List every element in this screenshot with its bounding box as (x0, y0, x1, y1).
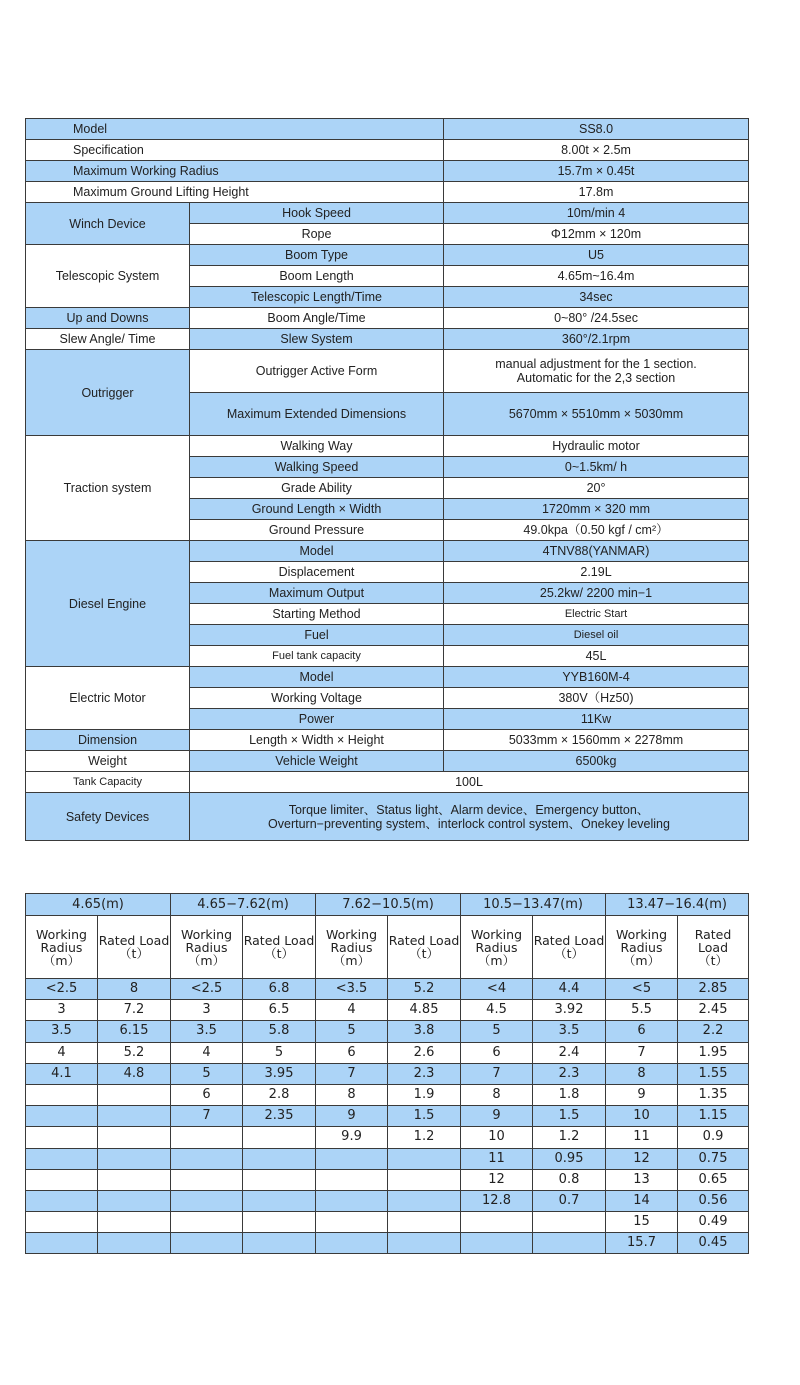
working-radius-cell: 12 (461, 1169, 533, 1190)
rated-load-header (533, 916, 606, 979)
spec-value: Electric Start (444, 604, 749, 625)
spec-label: Walking Way (190, 436, 444, 457)
rated-load-cell (98, 1127, 171, 1148)
load-row (26, 1021, 749, 1042)
working-radius-cell (171, 1148, 243, 1169)
spec-row-walking-way (26, 436, 749, 457)
spec-label: Grade Ability (190, 478, 444, 499)
rated-load-cell: 7.2 (98, 1000, 171, 1021)
spec-label: Maximum Working Radius (26, 161, 444, 182)
spec-row-model (26, 119, 749, 140)
spec-value: 0~80° /24.5sec (444, 308, 749, 329)
header-line: Rated Load (98, 933, 170, 948)
working-radius-header (316, 916, 388, 979)
spec-row-weight (26, 751, 749, 772)
working-radius-cell: 13 (606, 1169, 678, 1190)
header-line: （t） (264, 946, 294, 961)
header-line: （t） (554, 946, 584, 961)
spec-label: Rope (190, 224, 444, 245)
working-radius-cell: 7 (171, 1106, 243, 1127)
spec-value: 5033mm × 1560mm × 2278mm (444, 730, 749, 751)
rated-load-cell: 2.85 (678, 979, 749, 1000)
working-radius-cell: 8 (606, 1063, 678, 1084)
rated-load-cell: 0.9 (678, 1127, 749, 1148)
spec-label: Power (190, 709, 444, 730)
working-radius-cell (316, 1233, 388, 1254)
group-label-weight: Weight (26, 751, 190, 772)
group-label-outrigger: Outrigger (26, 350, 190, 436)
spec-row-slew (26, 329, 749, 350)
rated-load-cell: 8 (98, 979, 171, 1000)
working-radius-cell: <2.5 (26, 979, 98, 1000)
rated-load-cell: 1.5 (388, 1106, 461, 1127)
rated-load-cell: 0.7 (533, 1190, 606, 1211)
spec-row-safety (26, 793, 749, 841)
working-radius-cell (316, 1169, 388, 1190)
spec-label: Slew System (190, 329, 444, 350)
rated-load-cell: 0.45 (678, 1233, 749, 1254)
column-header-row (26, 916, 749, 979)
working-radius-header (461, 916, 533, 979)
working-radius-cell: 4.1 (26, 1063, 98, 1084)
spec-label: Walking Speed (190, 457, 444, 478)
spec-label: Maximum Output (190, 583, 444, 604)
header-line: （m） (477, 952, 516, 968)
rated-load-cell: 5.2 (388, 979, 461, 1000)
group-label-up-down: Up and Downs (26, 308, 190, 329)
spec-value: 49.0kpa（0.50 kgf / cm²） (444, 520, 749, 541)
header-line: Radius (475, 939, 518, 955)
spec-row-specification (26, 140, 749, 161)
working-radius-cell: 3.5 (26, 1021, 98, 1042)
rated-load-cell (98, 1233, 171, 1254)
spec-value: Diesel oil (444, 625, 749, 646)
rated-load-cell: 0.49 (678, 1212, 749, 1233)
boom-section-header: 13.47−16.4(m) (606, 894, 749, 916)
spec-value: 2.19L (444, 562, 749, 583)
spec-value: 34sec (444, 287, 749, 308)
rated-load-cell: 6.5 (243, 1000, 316, 1021)
working-radius-cell (26, 1233, 98, 1254)
load-row (26, 1084, 749, 1105)
header-line: Working (471, 926, 522, 942)
working-radius-cell (461, 1233, 533, 1254)
rated-load-cell (98, 1190, 171, 1211)
working-radius-cell (316, 1212, 388, 1233)
load-row (26, 1169, 749, 1190)
spec-row-max-radius (26, 161, 749, 182)
working-radius-cell: 9 (461, 1106, 533, 1127)
spec-value: SS8.0 (444, 119, 749, 140)
spec-label: Ground Pressure (190, 520, 444, 541)
rated-load-cell: 4.85 (388, 1000, 461, 1021)
spec-value: 4.65m~16.4m (444, 266, 749, 287)
rated-load-cell: 5.2 (98, 1042, 171, 1063)
load-chart-table (25, 893, 749, 1254)
safety-line: Overturn−preventing system、interlock control system、Onekey leveling (268, 816, 670, 831)
rated-load-cell: 1.2 (388, 1127, 461, 1148)
rated-load-cell (388, 1212, 461, 1233)
working-radius-cell: 9.9 (316, 1127, 388, 1148)
boom-section-header: 4.65−7.62(m) (171, 894, 316, 916)
working-radius-header (171, 916, 243, 979)
spec-value (444, 350, 749, 393)
rated-load-cell (243, 1127, 316, 1148)
rated-load-cell: 4.8 (98, 1063, 171, 1084)
working-radius-cell: 10 (606, 1106, 678, 1127)
rated-load-cell: 4.4 (533, 979, 606, 1000)
rated-load-cell: 6.8 (243, 979, 316, 1000)
spec-value: 360°/2.1rpm (444, 329, 749, 350)
group-label-telescopic: Telescopic System (26, 245, 190, 308)
spec-label: Outrigger Active Form (190, 350, 444, 393)
spec-row-outrigger-form (26, 350, 749, 393)
header-line: Rated Load (533, 933, 605, 948)
working-radius-cell (26, 1169, 98, 1190)
working-radius-cell (26, 1127, 98, 1148)
rated-load-header (678, 916, 749, 979)
header-line: （t） (409, 946, 439, 961)
working-radius-cell: 15 (606, 1212, 678, 1233)
spec-row-tank (26, 772, 749, 793)
spec-label: Maximum Ground Lifting Height (26, 182, 444, 203)
rated-load-cell (243, 1233, 316, 1254)
spec-value: 6500kg (444, 751, 749, 772)
load-row (26, 1233, 749, 1254)
load-row (26, 1106, 749, 1127)
spec-label: Model (26, 119, 444, 140)
header-line: Radius (185, 939, 228, 955)
load-row (26, 1063, 749, 1084)
working-radius-cell (26, 1106, 98, 1127)
rated-load-cell (98, 1148, 171, 1169)
spec-value: 4TNV88(YANMAR) (444, 541, 749, 562)
spec-value: 100L (190, 772, 749, 793)
rated-load-header (98, 916, 171, 979)
spec-label: Starting Method (190, 604, 444, 625)
header-line: Rated Load (694, 926, 732, 955)
working-radius-cell (171, 1233, 243, 1254)
rated-load-cell (243, 1212, 316, 1233)
spec-value: 45L (444, 646, 749, 667)
rated-load-cell: 0.8 (533, 1169, 606, 1190)
boom-section-header: 7.62−10.5(m) (316, 894, 461, 916)
load-row (26, 1212, 749, 1233)
working-radius-cell: 5.5 (606, 1000, 678, 1021)
rated-load-cell (98, 1212, 171, 1233)
working-radius-cell: 8 (461, 1084, 533, 1105)
load-row (26, 1000, 749, 1021)
working-radius-cell (26, 1084, 98, 1105)
working-radius-cell: 10 (461, 1127, 533, 1148)
spec-value: Hydraulic motor (444, 436, 749, 457)
spec-value: 10m/min 4 (444, 203, 749, 224)
working-radius-cell (316, 1190, 388, 1211)
group-label-tank: Tank Capacity (26, 772, 190, 793)
working-radius-cell: 6 (606, 1021, 678, 1042)
rated-load-cell: 2.2 (678, 1021, 749, 1042)
spec-value: 8.00t × 2.5m (444, 140, 749, 161)
working-radius-cell: 5 (171, 1063, 243, 1084)
working-radius-cell: 6 (461, 1042, 533, 1063)
working-radius-cell: 15.7 (606, 1233, 678, 1254)
rated-load-cell (388, 1233, 461, 1254)
working-radius-cell: 4 (171, 1042, 243, 1063)
rated-load-cell: 0.56 (678, 1190, 749, 1211)
working-radius-cell: 4.5 (461, 1000, 533, 1021)
group-label-dimension: Dimension (26, 730, 190, 751)
working-radius-cell (26, 1190, 98, 1211)
load-row (26, 979, 749, 1000)
working-radius-cell: 6 (171, 1084, 243, 1105)
working-radius-cell: 14 (606, 1190, 678, 1211)
spec-value: 17.8m (444, 182, 749, 203)
header-line: Radius (330, 939, 373, 955)
header-line: Working (326, 926, 377, 942)
spec-value: 0~1.5km/ h (444, 457, 749, 478)
spec-row-max-height (26, 182, 749, 203)
rated-load-cell: 1.55 (678, 1063, 749, 1084)
working-radius-cell: 3 (171, 1000, 243, 1021)
working-radius-cell (26, 1148, 98, 1169)
rated-load-cell: 2.35 (243, 1106, 316, 1127)
working-radius-cell: 4 (26, 1042, 98, 1063)
header-line: Rated Load (243, 933, 315, 948)
rated-load-cell: 1.8 (533, 1084, 606, 1105)
working-radius-cell: 7 (606, 1042, 678, 1063)
group-label-winch: Winch Device (26, 203, 190, 245)
working-radius-cell: <4 (461, 979, 533, 1000)
spec-label: Hook Speed (190, 203, 444, 224)
rated-load-cell: 1.2 (533, 1127, 606, 1148)
working-radius-cell: 11 (606, 1127, 678, 1148)
load-row (26, 1190, 749, 1211)
working-radius-cell: 9 (316, 1106, 388, 1127)
rated-load-cell: 3.95 (243, 1063, 316, 1084)
rated-load-cell (98, 1084, 171, 1105)
working-radius-cell: 7 (461, 1063, 533, 1084)
header-line: Working (616, 926, 667, 942)
spec-value: 11Kw (444, 709, 749, 730)
spec-label: Telescopic Length/Time (190, 287, 444, 308)
working-radius-cell: <3.5 (316, 979, 388, 1000)
rated-load-header (243, 916, 316, 979)
spec-row-dimension (26, 730, 749, 751)
working-radius-cell: 5 (461, 1021, 533, 1042)
rated-load-cell: 3.5 (533, 1021, 606, 1042)
rated-load-cell (388, 1169, 461, 1190)
working-radius-cell: 3 (26, 1000, 98, 1021)
working-radius-cell (171, 1190, 243, 1211)
rated-load-cell: 3.8 (388, 1021, 461, 1042)
working-radius-cell: 6 (316, 1042, 388, 1063)
safety-line: Torque limiter、Status light、Alarm device、Emergency button、 (288, 802, 650, 817)
spec-value: 25.2kw/ 2200 min−1 (444, 583, 749, 604)
boom-section-header-row (26, 894, 749, 916)
spec-value: 5670mm × 5510mm × 5030mm (444, 393, 749, 436)
group-label-electric: Electric Motor (26, 667, 190, 730)
working-radius-cell (316, 1148, 388, 1169)
working-radius-header (606, 916, 678, 979)
load-row (26, 1148, 749, 1169)
spec-value: 15.7m × 0.45t (444, 161, 749, 182)
spec-label: Fuel tank capacity (190, 646, 444, 667)
working-radius-cell: 12 (606, 1148, 678, 1169)
spec-row-motor-model (26, 667, 749, 688)
rated-load-cell: 1.15 (678, 1106, 749, 1127)
spec-label: Boom Type (190, 245, 444, 266)
working-radius-cell: 9 (606, 1084, 678, 1105)
rated-load-cell: 2.4 (533, 1042, 606, 1063)
working-radius-cell: <5 (606, 979, 678, 1000)
spec-row-boom-type (26, 245, 749, 266)
spec-row-hook-speed (26, 203, 749, 224)
rated-load-cell (533, 1212, 606, 1233)
rated-load-cell: 2.45 (678, 1000, 749, 1021)
working-radius-cell: 4 (316, 1000, 388, 1021)
spec-label: Vehicle Weight (190, 751, 444, 772)
working-radius-cell (171, 1169, 243, 1190)
rated-load-cell: 3.92 (533, 1000, 606, 1021)
header-line: （t） (119, 946, 149, 961)
working-radius-cell: <2.5 (171, 979, 243, 1000)
spec-label: Specification (26, 140, 444, 161)
rated-load-cell: 2.8 (243, 1084, 316, 1105)
working-radius-cell: 7 (316, 1063, 388, 1084)
header-line: （m） (622, 952, 661, 968)
rated-load-cell: 2.3 (388, 1063, 461, 1084)
rated-load-cell (243, 1190, 316, 1211)
spec-label: Model (190, 541, 444, 562)
rated-load-cell: 0.95 (533, 1148, 606, 1169)
load-row (26, 1042, 749, 1063)
working-radius-cell (171, 1127, 243, 1148)
rated-load-cell: 2.6 (388, 1042, 461, 1063)
header-line: Working (36, 926, 87, 942)
spec-value: 1720mm × 320 mm (444, 499, 749, 520)
boom-section-header: 4.65(m) (26, 894, 171, 916)
working-radius-cell: 5 (316, 1021, 388, 1042)
header-line: （m） (187, 952, 226, 968)
group-label-traction: Traction system (26, 436, 190, 541)
group-label-slew: Slew Angle/ Time (26, 329, 190, 350)
rated-load-cell: 1.95 (678, 1042, 749, 1063)
rated-load-cell (98, 1106, 171, 1127)
spec-value: Φ12mm × 120m (444, 224, 749, 245)
rated-load-header (388, 916, 461, 979)
boom-section-header: 10.5−13.47(m) (461, 894, 606, 916)
rated-load-cell (98, 1169, 171, 1190)
working-radius-cell (171, 1212, 243, 1233)
spec-label: Maximum Extended Dimensions (190, 393, 444, 436)
specification-table (25, 118, 749, 841)
spec-label: Model (190, 667, 444, 688)
spec-label: Ground Length × Width (190, 499, 444, 520)
spec-value-line: manual adjustment for the 1 section. (495, 357, 697, 371)
spec-label: Boom Length (190, 266, 444, 287)
working-radius-cell: 3.5 (171, 1021, 243, 1042)
header-line: Rated Load (388, 933, 460, 948)
group-label-diesel: Diesel Engine (26, 541, 190, 667)
spec-row-engine-model (26, 541, 749, 562)
header-line: Radius (620, 939, 663, 955)
rated-load-cell (533, 1233, 606, 1254)
header-line: （t） (698, 952, 728, 968)
spec-value-line: Automatic for the 2,3 section (516, 371, 676, 385)
spec-value (190, 793, 749, 841)
spec-value: YYB160M-4 (444, 667, 749, 688)
spec-value: 20° (444, 478, 749, 499)
spec-label: Length × Width × Height (190, 730, 444, 751)
rated-load-cell (388, 1148, 461, 1169)
spec-label: Boom Angle/Time (190, 308, 444, 329)
spec-label: Displacement (190, 562, 444, 583)
rated-load-cell: 5 (243, 1042, 316, 1063)
working-radius-cell: 8 (316, 1084, 388, 1105)
spec-label: Working Voltage (190, 688, 444, 709)
working-radius-cell: 11 (461, 1148, 533, 1169)
working-radius-cell (461, 1212, 533, 1233)
rated-load-cell: 1.5 (533, 1106, 606, 1127)
spec-row-up-down (26, 308, 749, 329)
rated-load-cell: 5.8 (243, 1021, 316, 1042)
working-radius-cell (26, 1212, 98, 1233)
rated-load-cell (243, 1148, 316, 1169)
header-line: （m） (42, 952, 81, 968)
rated-load-cell: 0.75 (678, 1148, 749, 1169)
header-line: Working (181, 926, 232, 942)
rated-load-cell: 2.3 (533, 1063, 606, 1084)
group-label-safety: Safety Devices (26, 793, 190, 841)
header-line: Radius (40, 939, 83, 955)
rated-load-cell (243, 1169, 316, 1190)
spec-value: 380V（Hz50) (444, 688, 749, 709)
rated-load-cell: 1.9 (388, 1084, 461, 1105)
spec-label: Fuel (190, 625, 444, 646)
rated-load-cell (388, 1190, 461, 1211)
spec-value: U5 (444, 245, 749, 266)
rated-load-cell: 6.15 (98, 1021, 171, 1042)
working-radius-header (26, 916, 98, 979)
working-radius-cell: 12.8 (461, 1190, 533, 1211)
rated-load-cell: 0.65 (678, 1169, 749, 1190)
rated-load-cell: 1.35 (678, 1084, 749, 1105)
header-line: （m） (332, 952, 371, 968)
load-row (26, 1127, 749, 1148)
